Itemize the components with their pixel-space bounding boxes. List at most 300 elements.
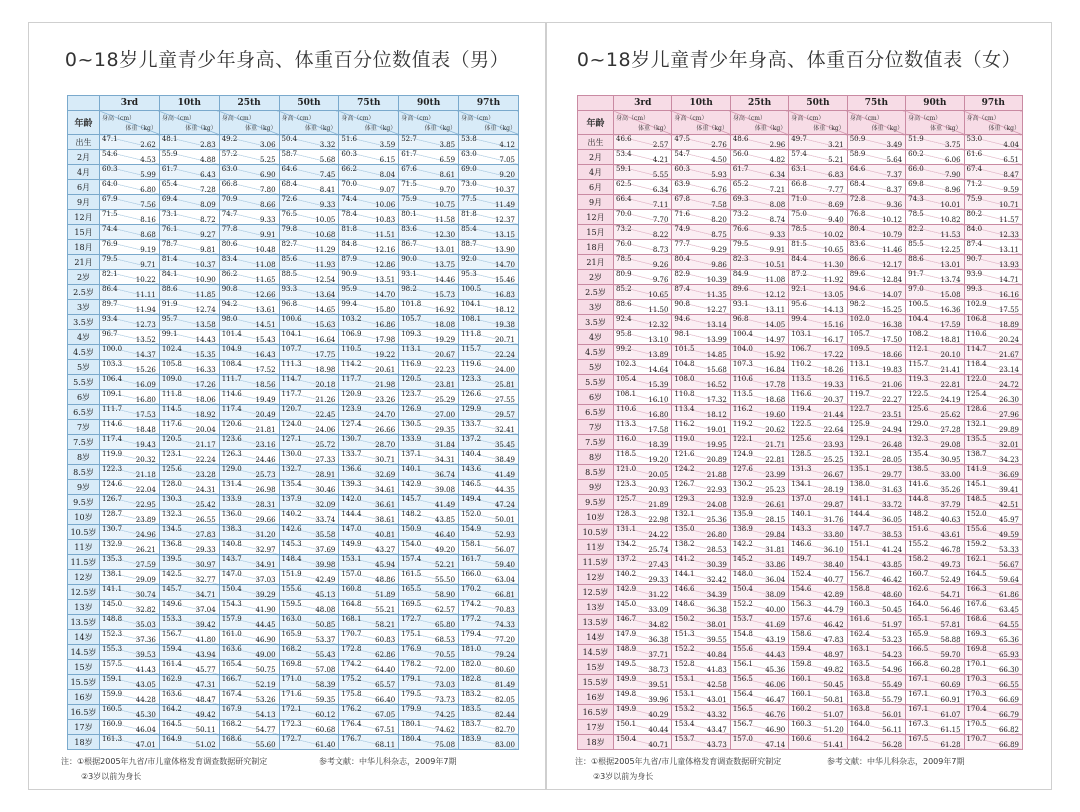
height-value: 141.6 [908, 480, 929, 488]
weight-value: 61.15 [940, 726, 961, 734]
weight-value: 26.98 [255, 486, 276, 494]
age-cell: 17岁 [578, 720, 614, 735]
weight-value: 8.47 [1003, 171, 1019, 179]
height-value: 136.6 [341, 465, 362, 473]
value-cell [159, 450, 219, 465]
value-cell [730, 600, 788, 615]
weight-value: 8.04 [379, 171, 396, 179]
table-row [68, 345, 519, 360]
value-cell [399, 630, 459, 645]
age-cell: 4.5岁 [68, 345, 100, 360]
weight-value: 16.09 [135, 381, 156, 389]
age-cell: 9月 [578, 195, 614, 210]
weight-value: 74.33 [494, 621, 515, 629]
table-row [578, 705, 1023, 720]
weight-value: 54.77 [255, 726, 276, 734]
weight-unit-label: 体重（kg） [304, 125, 337, 132]
weight-value: 4.50 [711, 156, 727, 164]
weight-value: 20.67 [435, 351, 456, 359]
weight-value: 23.16 [255, 441, 276, 449]
weight-value: 16.52 [706, 381, 727, 389]
weight-value: 50.45 [823, 681, 844, 689]
value-cell [339, 225, 399, 240]
weight-value: 15.73 [435, 291, 456, 299]
height-value: 103.1 [791, 330, 812, 338]
weight-value: 56.67 [998, 561, 1019, 569]
weight-value: 72.00 [435, 666, 456, 674]
weight-value: 7.58 [711, 201, 727, 209]
table-row [578, 510, 1023, 525]
value-cell [219, 135, 279, 150]
value-cell [906, 660, 964, 675]
weight-value: 51.97 [882, 621, 903, 629]
value-cell [789, 495, 847, 510]
value-cell [730, 315, 788, 330]
weight-value: 13.74 [940, 276, 961, 284]
height-value: 98.2 [849, 300, 866, 308]
weight-value: 35.58 [315, 531, 336, 539]
height-value: 163.6 [221, 645, 242, 653]
value-cell [906, 735, 964, 750]
height-value: 99.3 [966, 285, 983, 293]
table-row [578, 585, 1023, 600]
value-cell [614, 165, 672, 180]
value-cell [459, 180, 519, 195]
height-value: 160.8 [341, 585, 362, 593]
height-value: 148.9 [616, 645, 637, 653]
height-value: 135.0 [674, 525, 695, 533]
height-value: 160.3 [791, 720, 812, 728]
value-cell [459, 555, 519, 570]
weight-value: 13.90 [494, 246, 515, 254]
age-cell: 14.5岁 [578, 645, 614, 660]
weight-value: 11.92 [823, 276, 844, 284]
height-value: 88.6 [616, 300, 632, 308]
value-cell [847, 195, 905, 210]
value-cell [789, 240, 847, 255]
value-cell [906, 180, 964, 195]
height-value: 143.7 [221, 555, 242, 563]
value-cell [399, 150, 459, 165]
height-value: 113.1 [401, 345, 422, 353]
value-cell [906, 195, 964, 210]
height-value: 148.8 [102, 615, 123, 623]
weight-value: 52.21 [435, 561, 456, 569]
weight-value: 61.07 [940, 711, 961, 719]
height-value: 81.5 [791, 240, 807, 248]
weight-value: 17.78 [765, 381, 786, 389]
height-value: 168.1 [341, 615, 362, 623]
table-row [68, 180, 519, 195]
height-value: 61.7 [401, 150, 417, 158]
value-cell [672, 435, 730, 450]
height-value: 122.0 [966, 375, 987, 383]
weight-value: 29.87 [823, 501, 844, 509]
weight-value: 8.75 [711, 231, 727, 239]
value-cell [100, 390, 160, 405]
height-value: 133.9 [221, 495, 242, 503]
height-value: 119.6 [461, 360, 482, 368]
corner-cell [68, 96, 100, 111]
value-cell [399, 135, 459, 150]
value-cell [459, 690, 519, 705]
weight-value: 14.37 [135, 351, 156, 359]
weight-value: 46.42 [823, 621, 844, 629]
value-cell [459, 420, 519, 435]
weight-value: 39.41 [998, 486, 1019, 494]
weight-value: 18.12 [706, 411, 727, 419]
value-cell [614, 435, 672, 450]
value-cell [789, 315, 847, 330]
value-cell [159, 420, 219, 435]
height-value: 180.1 [401, 720, 422, 728]
height-value: 50.9 [849, 135, 866, 143]
value-cell [159, 690, 219, 705]
weight-value: 8.66 [259, 201, 276, 209]
weight-value: 21.67 [998, 351, 1019, 359]
height-value: 105.4 [616, 375, 637, 383]
weight-value: 33.00 [940, 471, 961, 479]
value-cell [964, 705, 1022, 720]
weight-value: 82.05 [494, 696, 515, 704]
value-cell [672, 705, 730, 720]
value-cell [399, 615, 459, 630]
height-value: 153.1 [341, 555, 362, 563]
value-cell [459, 585, 519, 600]
value-cell [847, 495, 905, 510]
value-cell [964, 645, 1022, 660]
age-cell: 16岁 [578, 690, 614, 705]
table-row [68, 435, 519, 450]
height-value: 158.6 [791, 630, 812, 638]
weight-value: 67.05 [375, 711, 396, 719]
height-value: 177.2 [461, 615, 482, 623]
height-value: 155.6 [732, 645, 753, 653]
percentile-header-row [68, 96, 519, 111]
age-cell: 12月 [68, 210, 100, 225]
age-cell: 13.5岁 [578, 615, 614, 630]
weight-value: 49.59 [998, 531, 1019, 539]
height-value: 166.8 [908, 660, 929, 668]
weight-value: 20.10 [940, 351, 961, 359]
weight-value: 23.99 [765, 471, 786, 479]
weight-value: 47.01 [135, 741, 156, 749]
weight-value: 18.48 [135, 426, 156, 434]
value-cell [159, 360, 219, 375]
height-value: 86.6 [849, 255, 866, 263]
height-value: 86.7 [401, 240, 417, 248]
height-value: 62.5 [616, 180, 632, 188]
value-cell [459, 210, 519, 225]
weight-value: 66.69 [998, 696, 1019, 704]
height-value: 172.1 [281, 705, 302, 713]
value-cell [399, 540, 459, 555]
height-value: 114.6 [221, 390, 242, 398]
weight-value: 9.70 [439, 186, 456, 194]
height-value: 114.7 [281, 375, 302, 383]
weight-value: 17.26 [195, 381, 216, 389]
height-value: 153.1 [674, 675, 695, 683]
value-cell [459, 465, 519, 480]
weight-value: 39.08 [435, 486, 456, 494]
value-cell [789, 675, 847, 690]
height-value: 152.8 [674, 660, 695, 668]
value-cell [906, 630, 964, 645]
weight-value: 53.37 [315, 636, 336, 644]
value-cell [339, 180, 399, 195]
weight-value: 9.27 [200, 231, 216, 239]
value-cell [730, 435, 788, 450]
height-value: 116.2 [732, 405, 753, 413]
weight-value: 25.81 [494, 381, 515, 389]
value-cell [339, 675, 399, 690]
height-value: 76.1 [161, 225, 178, 233]
height-value: 66.2 [341, 165, 357, 173]
value-cell [730, 150, 788, 165]
weight-value: 66.30 [998, 666, 1019, 674]
height-value: 162.4 [849, 630, 870, 638]
value-cell [614, 270, 672, 285]
weight-unit-label: 体重（kg） [754, 125, 787, 132]
value-cell [100, 705, 160, 720]
weight-value: 28.53 [706, 546, 727, 554]
height-value: 93.1 [732, 300, 749, 308]
height-value: 58.7 [281, 150, 298, 158]
weight-value: 19.20 [648, 456, 669, 464]
height-value: 61.6 [966, 150, 983, 158]
value-cell [159, 330, 219, 345]
weight-value: 16.10 [648, 396, 669, 404]
value-cell [159, 315, 219, 330]
weight-value: 62.86 [375, 651, 396, 659]
height-value: 104.9 [221, 345, 242, 353]
weight-value: 13.11 [998, 246, 1019, 254]
age-cell: 18岁 [68, 735, 100, 750]
weight-value: 7.56 [140, 201, 156, 209]
weight-value: 11.46 [882, 246, 903, 254]
weight-value: 41.49 [435, 501, 456, 509]
weight-value: 22.23 [435, 366, 456, 374]
height-value: 147.9 [616, 630, 637, 638]
value-cell [100, 435, 160, 450]
value-cell [672, 465, 730, 480]
value-cell [614, 420, 672, 435]
weight-value: 41.83 [706, 666, 727, 674]
weight-value: 9.26 [652, 261, 669, 269]
height-value: 112.1 [908, 345, 929, 353]
height-value: 65.2 [732, 180, 749, 188]
value-cell [219, 345, 279, 360]
weight-value: 9.86 [711, 261, 727, 269]
value-cell [789, 540, 847, 555]
height-value: 66.8 [221, 180, 238, 188]
height-value: 153.7 [732, 615, 753, 623]
height-value: 141.2 [674, 555, 695, 563]
table-row [578, 480, 1023, 495]
weight-value: 15.68 [706, 366, 727, 374]
height-value: 119.2 [732, 420, 753, 428]
value-cell [964, 180, 1022, 195]
value-cell [964, 135, 1022, 150]
weight-value: 49.82 [823, 666, 844, 674]
weight-value: 10.37 [494, 186, 515, 194]
weight-value: 17.75 [315, 351, 336, 359]
weight-value: 29.35 [435, 426, 456, 434]
height-value: 157.5 [102, 660, 123, 668]
height-value: 109.1 [102, 390, 123, 398]
height-value: 117.4 [102, 435, 123, 443]
height-value: 136.0 [221, 510, 242, 518]
value-cell [789, 720, 847, 735]
height-value: 149.7 [791, 555, 812, 563]
value-cell [339, 285, 399, 300]
height-value: 130.7 [341, 435, 362, 443]
height-value: 176.9 [401, 645, 422, 653]
value-cell [219, 360, 279, 375]
value-cell [219, 315, 279, 330]
value-cell [100, 585, 160, 600]
age-cell: 12月 [578, 210, 614, 225]
weight-value: 53.23 [882, 636, 903, 644]
weight-value: 13.52 [135, 336, 156, 344]
unit-header-cell [614, 111, 672, 135]
height-value: 174.2 [341, 660, 362, 668]
value-cell [459, 450, 519, 465]
percentile-3rd: 3rd [614, 96, 672, 111]
value-cell [100, 240, 160, 255]
value-cell [339, 735, 399, 750]
value-cell [100, 690, 160, 705]
weight-value: 13.14 [706, 321, 727, 329]
value-cell [906, 330, 964, 345]
height-value: 54.6 [102, 150, 118, 158]
value-cell [730, 630, 788, 645]
weight-value: 11.57 [998, 216, 1019, 224]
weight-value: 48.47 [195, 696, 216, 704]
value-cell [847, 525, 905, 540]
height-value: 113.4 [674, 405, 695, 413]
height-value: 134.2 [616, 540, 637, 548]
height-value: 154.1 [849, 555, 870, 563]
value-cell [459, 660, 519, 675]
weight-value: 60.68 [315, 726, 336, 734]
weight-value: 55.50 [435, 576, 456, 584]
height-value: 132.9 [102, 540, 123, 548]
height-value: 142.0 [341, 495, 362, 503]
weight-value: 40.77 [823, 576, 844, 584]
value-cell [847, 450, 905, 465]
value-cell [459, 735, 519, 750]
height-value: 148.2 [908, 510, 929, 518]
weight-value: 30.74 [135, 591, 156, 599]
age-cell: 2.5岁 [578, 285, 614, 300]
height-value: 145.2 [732, 555, 753, 563]
weight-value: 30.39 [706, 561, 727, 569]
value-cell [906, 375, 964, 390]
value-cell [339, 525, 399, 540]
height-value: 154.6 [791, 585, 812, 593]
weight-value: 4.82 [769, 156, 786, 164]
height-value: 159.4 [791, 645, 812, 653]
value-cell [847, 585, 905, 600]
value-cell [459, 540, 519, 555]
age-cell: 15岁 [68, 660, 100, 675]
height-value: 164.0 [849, 720, 870, 728]
weight-value: 16.80 [648, 411, 669, 419]
height-value: 148.0 [732, 570, 753, 578]
value-cell [906, 135, 964, 150]
weight-value: 21.18 [135, 471, 156, 479]
height-value: 89.6 [732, 285, 749, 293]
value-cell [672, 405, 730, 420]
value-cell [219, 480, 279, 495]
value-cell [672, 600, 730, 615]
age-cell: 14岁 [68, 630, 100, 645]
value-cell [847, 720, 905, 735]
value-cell [159, 525, 219, 540]
height-value: 89.7 [102, 300, 118, 308]
height-value: 74.7 [221, 210, 238, 218]
height-value: 114.7 [966, 345, 987, 353]
height-value: 110.6 [732, 375, 753, 383]
value-cell [906, 480, 964, 495]
value-cell [159, 285, 219, 300]
height-value: 140.1 [791, 510, 812, 518]
weight-value: 12.84 [882, 276, 903, 284]
height-value: 84.1 [161, 270, 178, 278]
age-cell: 14岁 [578, 630, 614, 645]
height-value: 164.8 [341, 600, 362, 608]
value-cell [159, 495, 219, 510]
value-cell [964, 240, 1022, 255]
value-cell [219, 165, 279, 180]
height-value: 157.9 [221, 615, 242, 623]
value-cell [789, 165, 847, 180]
weight-value: 37.79 [940, 501, 961, 509]
value-cell [730, 390, 788, 405]
weight-value: 36.05 [882, 516, 903, 524]
value-cell [279, 195, 339, 210]
weight-value: 28.05 [882, 456, 903, 464]
value-cell [789, 690, 847, 705]
weight-value: 3.85 [439, 141, 456, 149]
height-unit-label: 身高（cm） [281, 115, 315, 122]
value-cell [279, 270, 339, 285]
height-value: 149.8 [616, 690, 637, 698]
age-cell: 15.5岁 [68, 675, 100, 690]
value-cell [906, 165, 964, 180]
value-cell [219, 735, 279, 750]
height-value: 60.3 [674, 165, 691, 173]
height-value: 137.2 [461, 435, 482, 443]
value-cell [672, 345, 730, 360]
height-value: 129.0 [908, 420, 929, 428]
unit-header-row [578, 111, 1023, 135]
table-row [578, 645, 1023, 660]
table-row [578, 690, 1023, 705]
weight-value: 18.81 [940, 336, 961, 344]
height-value: 121.6 [674, 450, 695, 458]
weight-value: 83.00 [494, 741, 515, 749]
height-value: 151.3 [674, 630, 695, 638]
height-value: 75.9 [966, 195, 983, 203]
height-value: 169.3 [966, 630, 987, 638]
height-value: 160.7 [908, 570, 929, 578]
height-value: 135.3 [102, 555, 123, 563]
weight-value: 40.71 [648, 741, 669, 749]
value-cell [100, 675, 160, 690]
weight-value: 5.64 [886, 156, 903, 164]
